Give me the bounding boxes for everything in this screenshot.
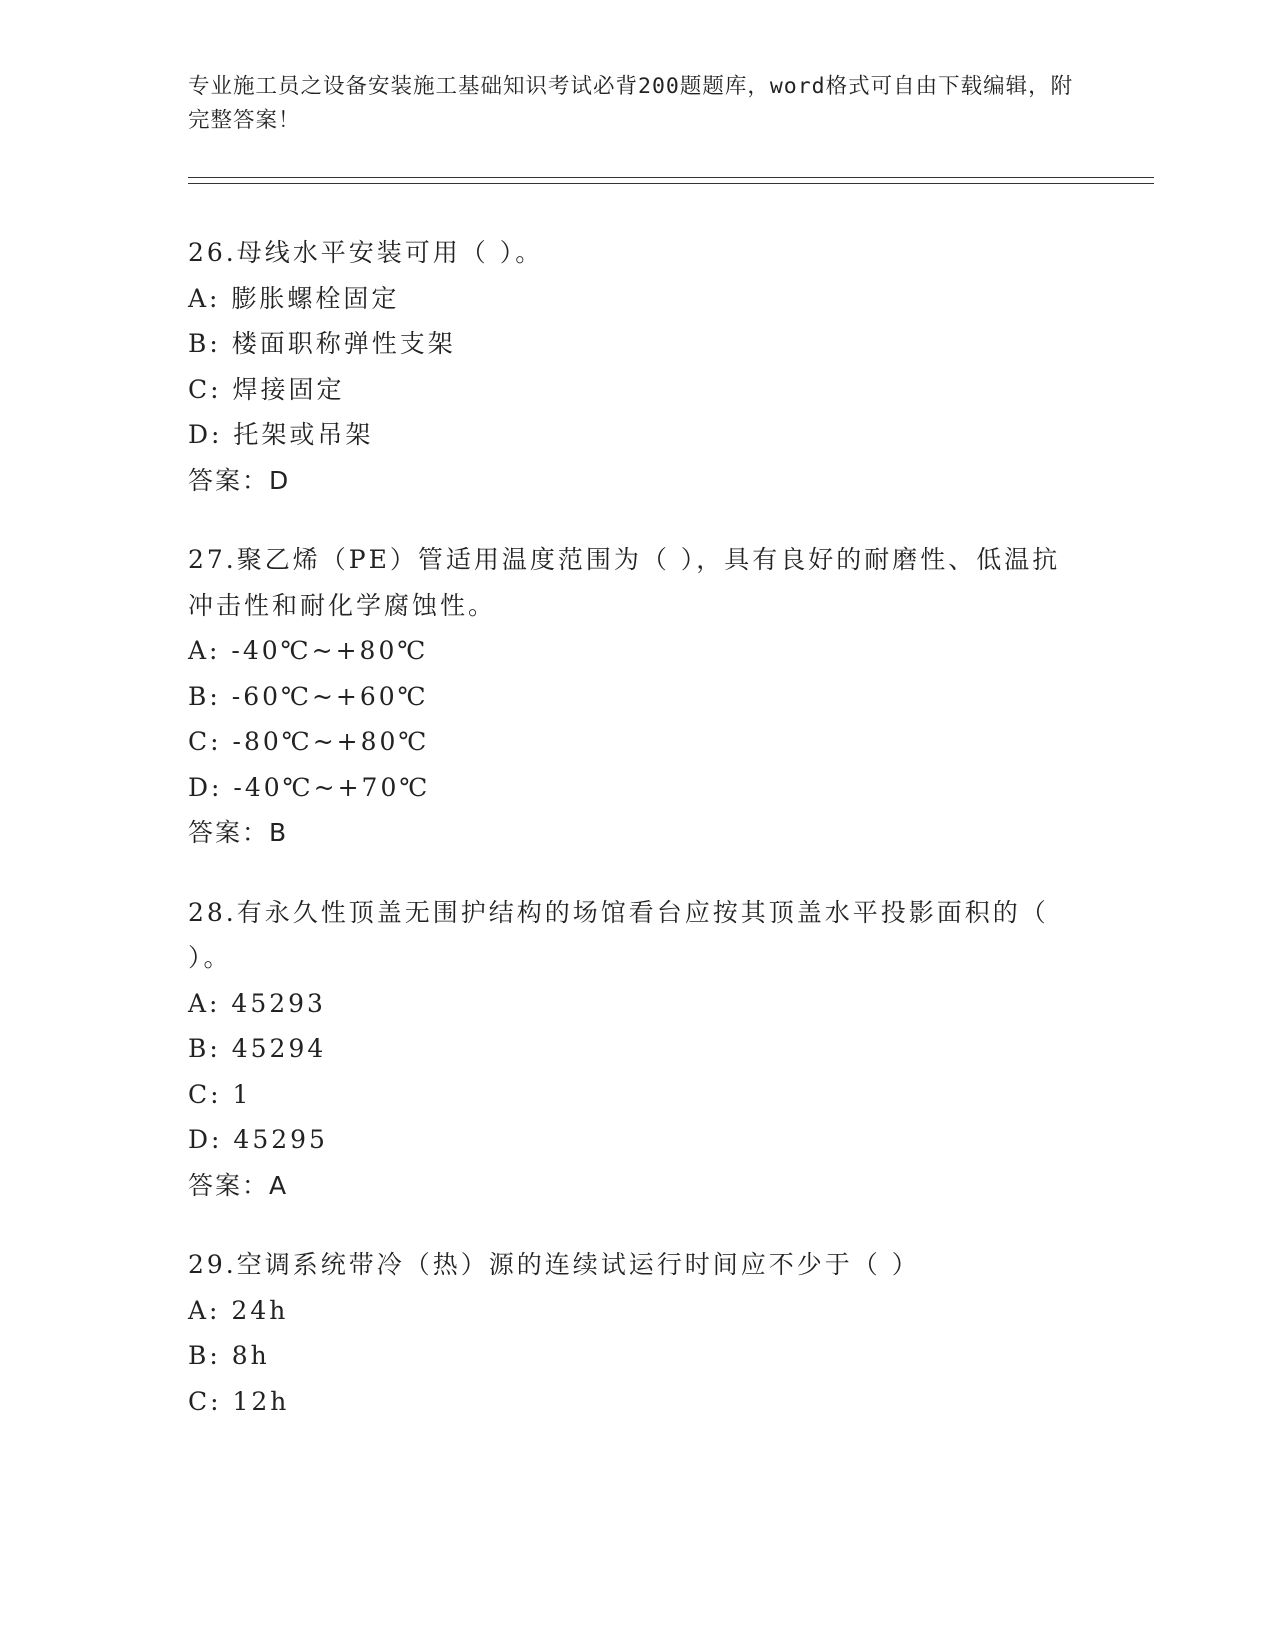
document-header: 专业施工员之设备安装施工基础知识考试必背200题题库，word格式可自由下载编辑，附完整答案！: [188, 74, 1074, 133]
option-c: C: 1: [188, 1079, 252, 1109]
option-b: B: 45294: [188, 1034, 327, 1063]
option-d: D: -40℃~+70℃: [188, 772, 431, 802]
option-d: D: 托架或吊架: [188, 420, 374, 449]
question-stem: 29.空调系统带冷（热）源的连续试运行时间应不少于（ ）: [188, 1250, 920, 1279]
question-stem: 28.有永久性顶盖无围护结构的场馆看台应按其顶盖水平投影面积的（ ）。: [188, 897, 1049, 972]
question-list: [188, 230, 1088, 1458]
answer-line: 答案：D: [188, 465, 291, 495]
header-divider-bottom: [188, 183, 1154, 184]
question-26: [188, 230, 1088, 503]
answer-line: 答案：B: [188, 818, 289, 847]
answer-line: 答案：A: [188, 1170, 289, 1200]
question-stem: 26.母线水平安装可用（ ）。: [188, 238, 544, 267]
option-c: C: 12h: [188, 1386, 290, 1416]
option-b: B: 8h: [188, 1341, 270, 1370]
option-a: A: 膨胀螺栓固定: [188, 283, 400, 313]
option-a: A: 24h: [188, 1295, 289, 1325]
question-28: [188, 890, 1088, 1209]
option-b: B: 楼面职称弹性支架: [188, 329, 456, 358]
question-29: [188, 1242, 1088, 1424]
header-divider-top: [188, 177, 1154, 178]
option-c: C: -80℃~+80℃: [188, 727, 430, 756]
option-c: C: 焊接固定: [188, 374, 345, 404]
option-d: D: 45295: [188, 1125, 328, 1154]
option-a: A: -40℃~+80℃: [188, 636, 429, 665]
question-stem: 27.聚乙烯（PE）管适用温度范围为（ ），具有良好的耐磨性、低温抗冲击性和耐化学腐蚀性。: [188, 545, 1061, 620]
option-a: A: 45293: [188, 988, 326, 1018]
question-27: [188, 537, 1088, 856]
option-b: B: -60℃~+60℃: [188, 681, 429, 711]
